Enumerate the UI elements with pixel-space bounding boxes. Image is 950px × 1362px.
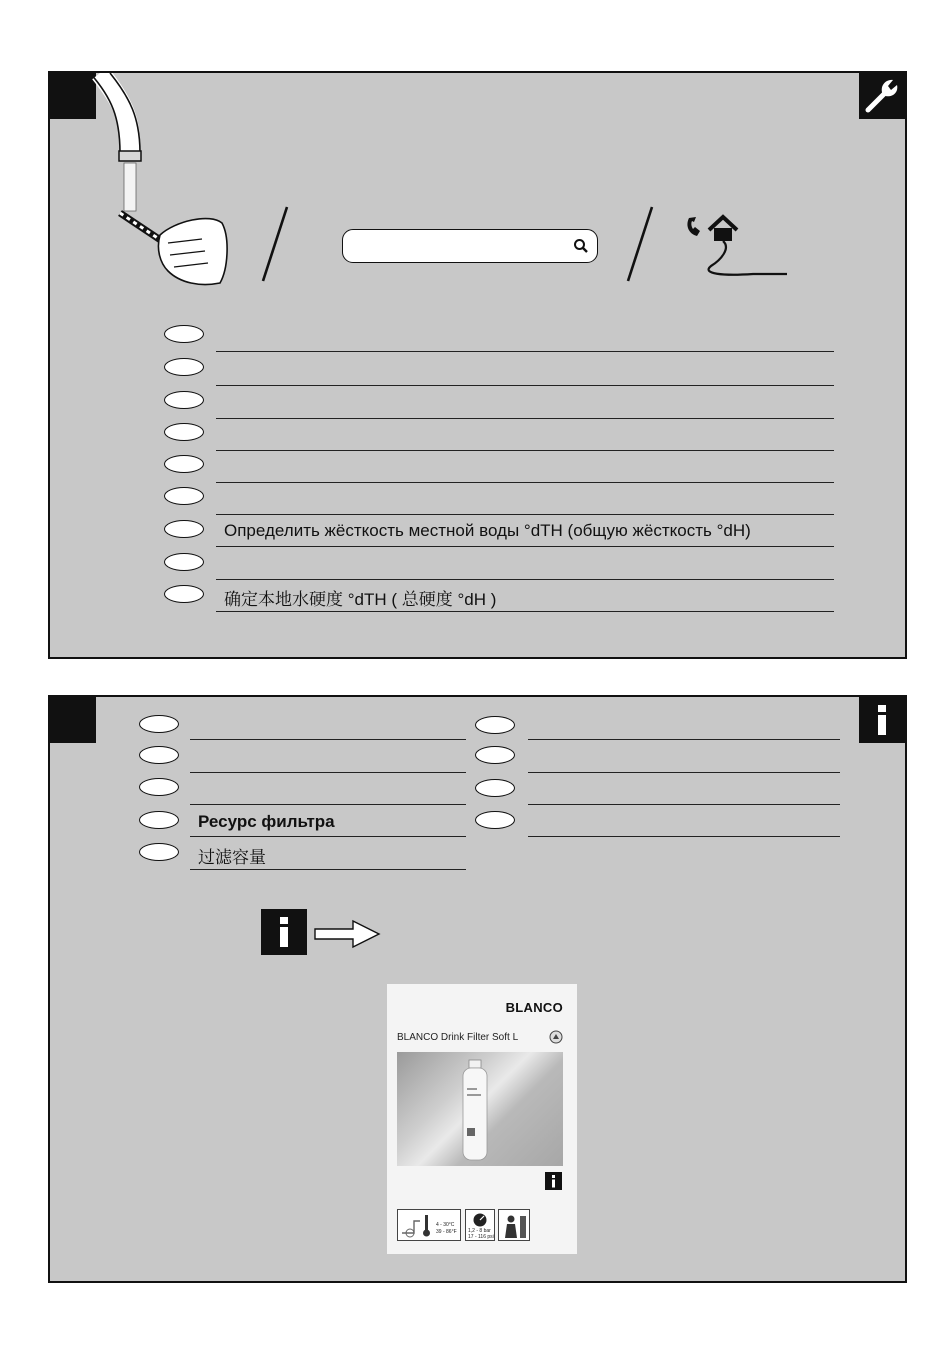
installation-tile <box>498 1209 530 1241</box>
filter-manual-thumbnail <box>387 984 577 1254</box>
faucet-icon <box>90 73 240 293</box>
row-underline <box>216 482 834 483</box>
separator-slash <box>255 205 295 285</box>
temperature-range-c: 4 - 30°C <box>436 1222 455 1228</box>
test-strip-hand-icon <box>120 213 227 285</box>
phone-home-icon <box>683 210 793 282</box>
row-text: 确定本地水硬度 °dTH ( 总硬度 °dH ) <box>224 590 497 609</box>
row-underline <box>190 772 466 773</box>
row-underline <box>216 385 834 386</box>
language-code-oval <box>164 325 204 343</box>
filter-cartridge-icon <box>455 1058 495 1164</box>
language-code-oval <box>139 715 179 733</box>
row-underline <box>190 836 466 837</box>
installer-icon <box>501 1212 529 1240</box>
row-text: 过滤容量 <box>198 848 266 867</box>
info-icon <box>859 697 905 743</box>
language-code-oval <box>164 423 204 441</box>
row-underline <box>528 804 840 805</box>
language-code-oval <box>164 455 204 473</box>
valve-thermometer-icon <box>400 1213 434 1239</box>
arrow-right-icon <box>313 919 383 949</box>
language-code-oval <box>139 811 179 829</box>
language-code-oval <box>164 487 204 505</box>
language-code-oval <box>475 779 515 797</box>
language-code-oval <box>139 843 179 861</box>
pressure-range-psi: 17 - 116 psi <box>468 1234 494 1240</box>
wrench-icon <box>859 73 905 119</box>
separator-slash <box>620 205 660 285</box>
language-code-oval <box>475 811 515 829</box>
search-icon <box>573 238 589 254</box>
info-icon <box>261 909 307 955</box>
language-code-oval <box>164 358 204 376</box>
search-field-illustration <box>342 229 598 263</box>
row-text: Определить жёсткость местной воды °dTH (общую жёсткость °dH) <box>224 521 751 540</box>
filter-cartridge-photo <box>397 1052 563 1166</box>
row-underline <box>216 579 834 580</box>
row-underline <box>528 772 840 773</box>
language-code-oval <box>139 778 179 796</box>
info-icon <box>545 1172 562 1190</box>
language-code-oval <box>164 553 204 571</box>
row-underline <box>216 546 834 547</box>
row-underline <box>528 836 840 837</box>
row-text: Ресурс фильтра <box>198 812 335 831</box>
row-underline <box>190 739 466 740</box>
temperature-tile <box>397 1209 461 1241</box>
information-panel <box>48 695 907 1283</box>
language-code-oval <box>475 746 515 764</box>
language-code-oval <box>164 520 204 538</box>
language-code-oval <box>164 585 204 603</box>
booklet-title: BLANCO Drink Filter Soft L <box>397 1032 519 1043</box>
language-code-oval <box>164 391 204 409</box>
row-underline <box>216 351 834 352</box>
row-underline <box>190 869 466 870</box>
temperature-range-f: 39 - 86°F <box>436 1229 457 1235</box>
language-code-oval <box>475 716 515 734</box>
installation-step-panel <box>48 71 907 659</box>
brand-logo: BLANCO <box>505 1000 563 1015</box>
filter-badge-icon <box>549 1030 563 1044</box>
step-number-box <box>50 697 96 743</box>
pressure-tile <box>465 1209 495 1241</box>
row-underline <box>216 450 834 451</box>
pressure-range-bar: 1,2 - 8 bar <box>468 1228 491 1234</box>
row-underline <box>216 514 834 515</box>
row-underline <box>216 418 834 419</box>
pressure-gauge-icon <box>471 1212 489 1228</box>
row-underline <box>528 739 840 740</box>
row-underline <box>190 804 466 805</box>
row-underline <box>216 611 834 612</box>
language-code-oval <box>139 746 179 764</box>
